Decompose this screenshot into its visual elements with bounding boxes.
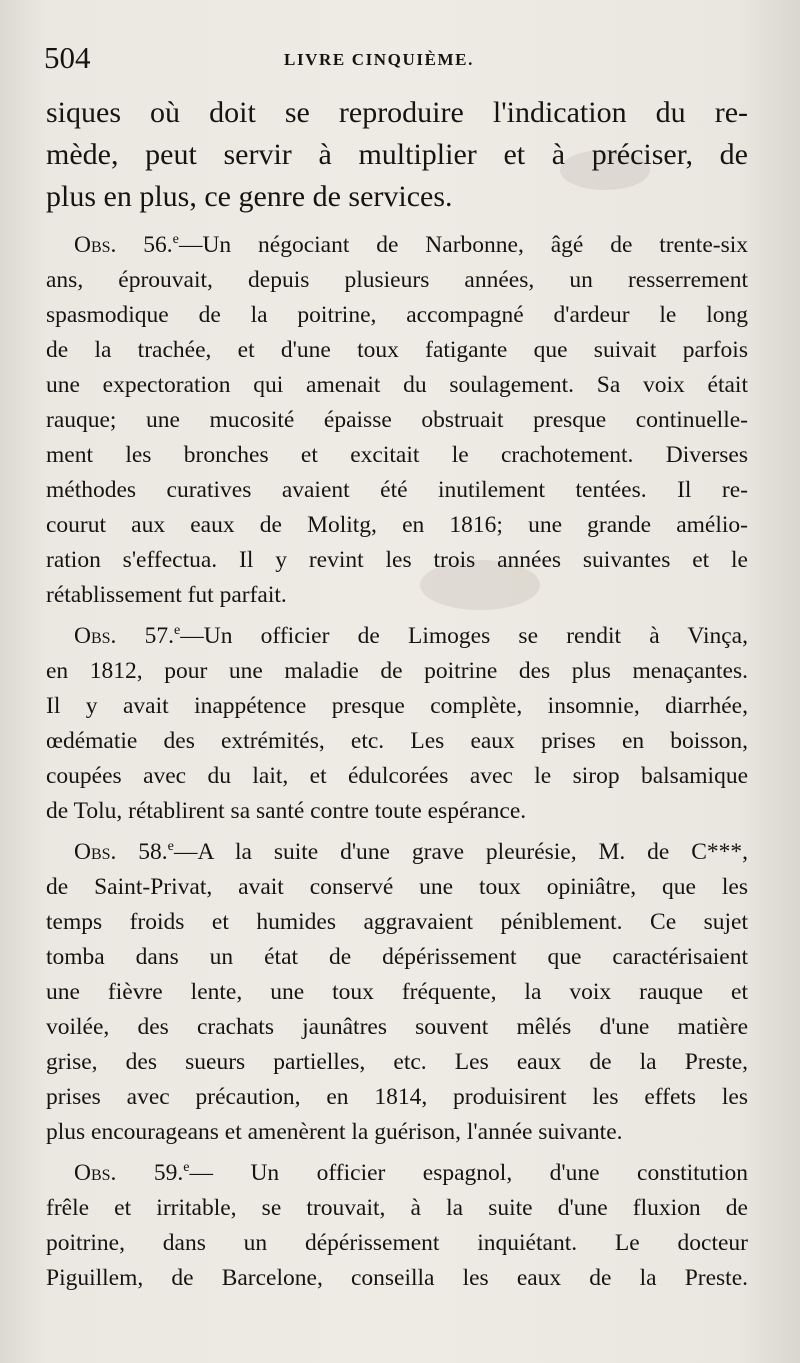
text-line: de la trachée, et d'une toux fatigante que suivait parfois [46,337,748,363]
obs-label: Obs. [74,839,117,865]
text-line: en 1812, pour une maladie de poitrine des plus menaçantes. [46,658,748,684]
observation-57 [46,619,748,829]
text-line: siques où doit se reproduire l'indication du re- [46,96,748,129]
obs-label: Obs. [74,623,117,649]
text-line: Piguillem, de Barcelone, conseilla les eaux de la Preste. [46,1265,748,1291]
obs-number: 56. [143,232,173,258]
running-head [44,36,758,76]
obs-first-line: —A la suite d'une grave pleurésie, M. de C***, [173,839,748,865]
text-line: Il y avait inappétence presque complète, insomnie, diarrhée, [46,693,748,719]
observation-59 [46,1156,748,1296]
obs-ordinal: e [183,1159,190,1176]
obs-label: Obs. [74,1160,117,1186]
text-line: ration s'effectua. Il y revint les trois années suivantes et le [46,547,748,573]
text-line: mède, peut servir à multiplier et à préciser, de [46,138,748,171]
text-line: voilée, des crachats jaunâtres souvent mêlés d'une matière [46,1014,748,1040]
text-line: méthodes curatives avaient été inutilement tentées. Il re- [46,477,748,503]
obs-ordinal: e [172,231,179,248]
text-line: ans, éprouvait, depuis plusieurs années, un resserrement [46,267,748,293]
text-line: de Saint-Privat, avait conservé une toux opiniâtre, que les [46,874,748,900]
text-line [46,619,748,654]
obs-number: 59. [153,1160,184,1186]
obs-number: 58. [138,839,168,865]
text-line: rauque; une mucosité épaisse obstruait presque continuelle- [46,407,748,433]
text-line: rétablissement fut parfait. [46,582,287,608]
body-text [46,92,748,1296]
obs-ordinal: e [167,838,174,855]
text-line [46,1156,748,1191]
text-line: œdématie des extrémités, etc. Les eaux prises en boisson, [46,728,748,754]
text-line: plus en plus, ce genre de services. [46,180,453,213]
text-line: de Tolu, rétablirent sa santé contre toute espérance. [46,798,527,824]
text-line: spasmodique de la poitrine, accompagné d'ardeur le long [46,302,748,328]
obs-first-line: —Un négociant de Narbonne, âgé de trente-six [178,232,748,258]
text-line: prises avec précaution, en 1814, produisirent les effets les [46,1084,748,1110]
text-line: une expectoration qui amenait du soulagement. Sa voix était [46,372,748,398]
text-line: poitrine, dans un dépérissement inquiétant. Le docteur [46,1230,748,1256]
obs-number: 57. [144,623,174,649]
running-title: LIVRE CINQUIÈME. [284,50,474,69]
text-line [46,835,748,870]
page-number: 504 [44,40,91,75]
text-line: une fièvre lente, une toux fréquente, la voix rauque et [46,979,748,1005]
text-line: grise, des sueurs partielles, etc. Les eaux de la Preste, [46,1049,748,1075]
text-line: tomba dans un état de dépérissement que caractérisaient [46,944,748,970]
observation-56 [46,228,748,613]
text-line: coupées avec du lait, et édulcorées avec le sirop balsamique [46,763,748,789]
text-line [46,228,748,263]
obs-label: Obs. [74,232,117,258]
text-line: frêle et irritable, se trouvait, à la suite d'une fluxion de [46,1195,748,1221]
obs-ordinal: e [174,622,181,639]
obs-first-line: — Un officier espagnol, d'une constitution [189,1160,748,1186]
observation-58 [46,835,748,1150]
text-line: ment les bronches et excitait le crachotement. Diverses [46,442,748,468]
intro-paragraph [46,92,748,218]
text-line: courut aux eaux de Molitg, en 1816; une grande amélio- [46,512,748,538]
text-line: temps froids et humides aggravaient péniblement. Ce sujet [46,909,748,935]
text-line: plus encourageans et amenèrent la guérison, l'année suivante. [46,1119,623,1145]
obs-first-line: —Un officier de Limoges se rendit à Vinça, [180,623,748,649]
